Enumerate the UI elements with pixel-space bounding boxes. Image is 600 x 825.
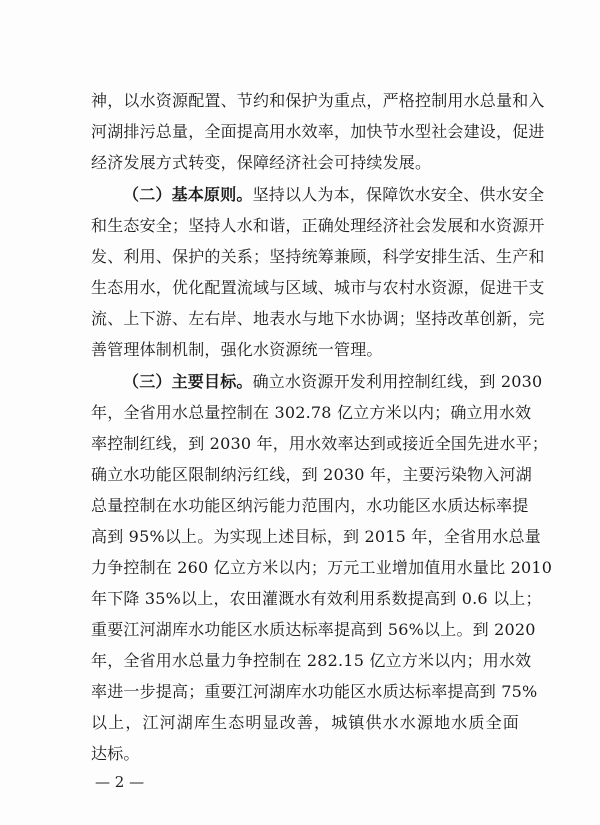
paragraph-1-line-3: 经济发展方式转变，保障经济社会可持续发展。 [91,153,432,172]
paragraph-2-line-4: 生态用水，优化配置流域与区域、城市与农村水资源，促进干支 [91,278,545,297]
section-heading-principles: （二）基本原则。 [123,185,253,204]
paragraph-3-line-10: 年，全省用水总量力争控制在 282.15 亿立方米以内；用水效 [91,651,532,670]
paragraph-3-line-6: 高到 95%以上。为实现上述目标，到 2015 年，全省用水总量 [91,527,541,546]
paragraph-2-line-1 [123,180,545,210]
paragraph-3-line-4: 确立水功能区限制纳污红线，到 2030 年，主要污染物入河湖 [91,465,532,484]
paragraph-1-line-2: 河湖排污总量，全面提高用水效率，加快节水型社会建设，促进 [91,122,545,141]
paragraph-2-line-6: 善管理体制机制，强化水资源统一管理。 [91,340,383,359]
paragraph-2-line-3: 发、利用、保护的关系；坚持统筹兼顾，科学安排生活、生产和 [91,247,545,266]
paragraph-3-line-1-text: 确立水资源开发利用控制红线，到 2030 [252,372,543,391]
paragraph-3-line-3: 率控制红线，到 2030 年，用水效率达到或接近全国先进水平； [91,434,549,453]
paragraph-3-line-11: 率进一步提高；重要江河湖库水功能区水质达标率提高到 75% [91,682,538,701]
paragraph-3-line-7: 力争控制在 260 亿立方米以内；万元工业增加值用水量比 2010 [91,558,553,577]
paragraph-1-line-1: 神，以水资源配置、节约和保护为重点，严格控制用水总量和入 [91,91,545,110]
paragraph-3-line-5: 总量控制在水功能区纳污能力范围内，水功能区水质达标率提 [91,496,529,515]
paragraph-2-line-2: 和生态安全；坚持人水和谐，正确处理经济社会发展和水资源开 [91,216,545,235]
paragraph-3-line-13: 达标。 [91,744,140,763]
paragraph-3-line-8: 年下降 35%以上，农田灌溉水有效利用系数提高到 0.6 以上； [91,589,542,608]
paragraph-3-line-1 [123,367,543,397]
paragraph-3-line-9: 重要江河湖库水功能区水质达标率提高到 56%以上。到 2020 [91,620,536,639]
paragraph-2-line-5: 流、上下游、左右岸、地表水与地下水协调；坚持改革创新，完 [91,309,545,328]
paragraph-2-line-1-text: 坚持以人为本，保障饮水安全、供水安全 [252,185,545,204]
page-number: — 2 — [95,773,145,791]
paragraph-3-line-2: 年，全省用水总量控制在 302.78 亿立方米以内；确立用水效 [91,403,532,422]
section-heading-goals: （三）主要目标。 [123,372,253,391]
paragraph-3-line-12: 以上，江河湖库生态明显改善，城镇供水水源地水质全面 [91,713,519,732]
